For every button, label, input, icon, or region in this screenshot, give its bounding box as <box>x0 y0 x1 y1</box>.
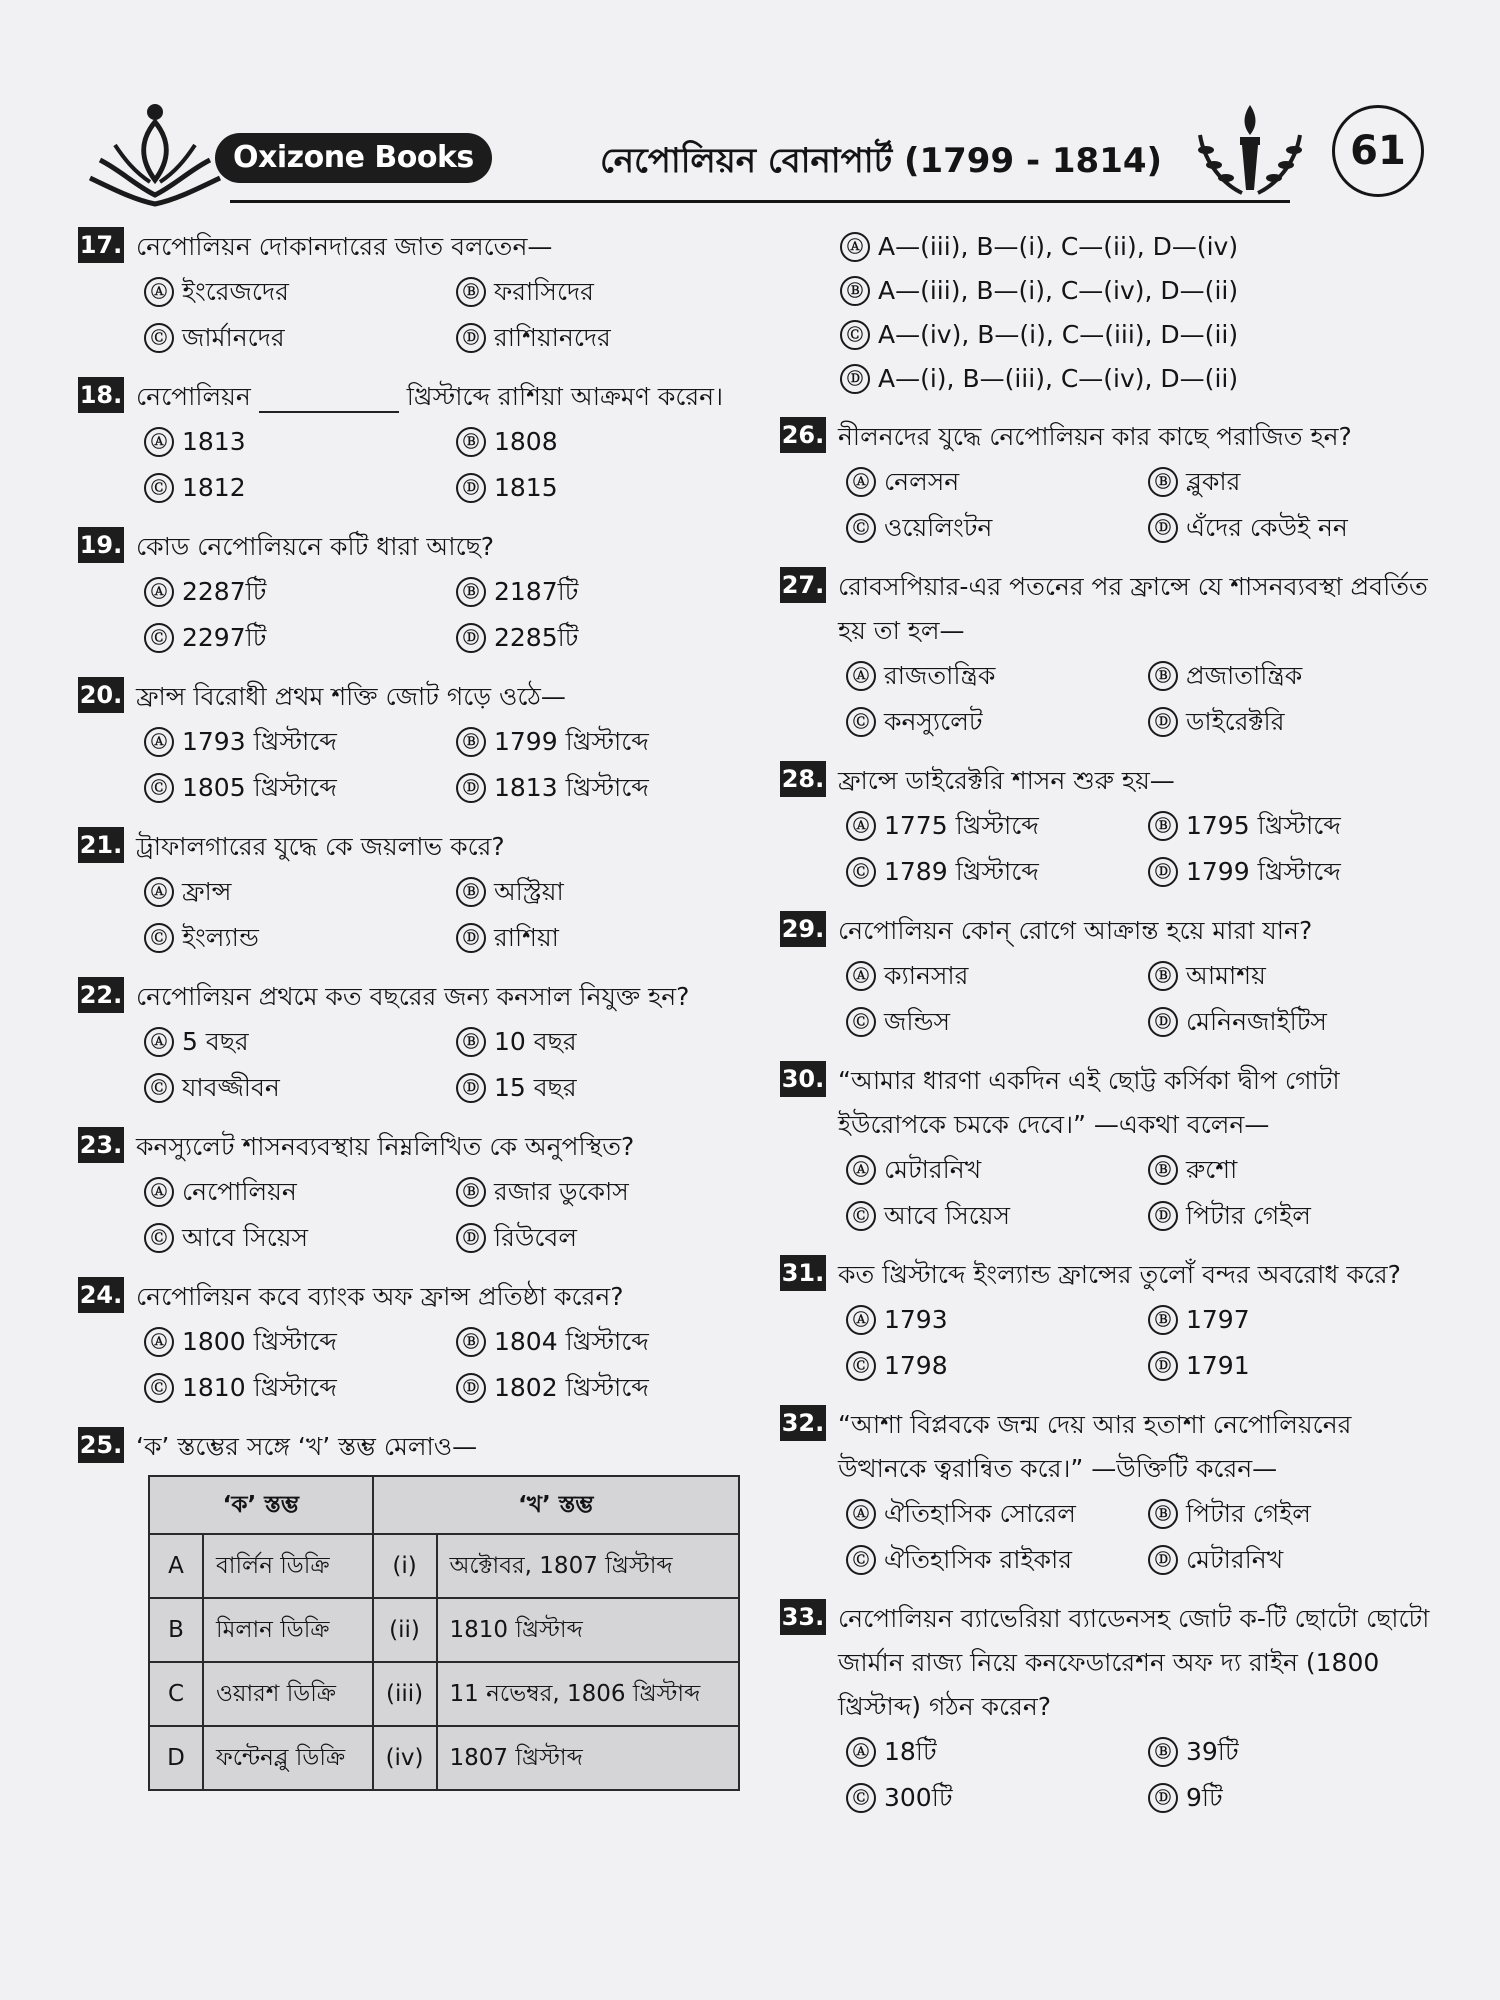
question-text: “আশা বিপ্লবকে জন্ম দেয় আর হতাশা নেপোলিয়নের উত্থানকে ত্বরান্বিত করে।” —উক্তিটি করেন— <box>838 1410 1352 1483</box>
right-column <box>780 225 1440 1835</box>
option-marker: Ⓑ <box>1148 1155 1178 1185</box>
fill-blank <box>259 383 399 413</box>
option-marker: Ⓒ <box>144 473 174 503</box>
option-b[interactable] <box>456 1169 758 1215</box>
option-marker: Ⓐ <box>144 1027 174 1057</box>
option-marker: Ⓓ <box>1148 1545 1178 1575</box>
question-number: 30. <box>780 1061 826 1097</box>
option-d[interactable] <box>456 465 758 511</box>
option-d[interactable] <box>456 1215 758 1261</box>
question-number: 21. <box>78 827 124 863</box>
option-text: 1808 <box>494 427 558 456</box>
question-text: ট্রাফালগারের যুদ্ধে কে জয়লাভ করে? <box>136 832 505 861</box>
question-text: নেপোলিয়ন দোকানদারের জাত বলতেন— <box>136 232 553 261</box>
option-marker: Ⓑ <box>840 276 870 306</box>
option-text: ডাইরেক্টরি <box>1186 707 1285 736</box>
question-number: 20. <box>78 677 124 713</box>
option-text: জন্ডিস <box>884 1007 950 1036</box>
option-a[interactable] <box>144 1019 446 1065</box>
option-b[interactable] <box>456 569 758 615</box>
question-20 <box>78 675 758 811</box>
question-text: নেপোলিয়ন ব্যাভেরিয়া ব্যাডেনসহ জোট ক-টি ছোটো ছোটো জার্মান রাজ্য নিয়ে কনফেডারেশন অফ দ্য রাইন (1800 খ্রিস্টাব্দ) গঠন করেন? <box>838 1604 1430 1721</box>
left-column <box>78 225 758 1805</box>
option-a[interactable] <box>144 869 446 915</box>
option-text: 1798 <box>884 1351 948 1380</box>
question-19 <box>78 525 758 661</box>
table-row <box>149 1598 739 1662</box>
option-a[interactable] <box>144 269 446 315</box>
option-c[interactable] <box>846 849 1138 895</box>
table-header-row <box>149 1476 739 1534</box>
option-marker: Ⓑ <box>456 727 486 757</box>
question-number: 25. <box>78 1427 124 1463</box>
option-text: প্রজাতান্ত্রিক <box>1186 661 1303 690</box>
question-29 <box>780 909 1440 1045</box>
option-marker: Ⓑ <box>1148 1737 1178 1767</box>
table-cell: অক্টোবর, 1807 খ্রিস্টাব্দ <box>437 1534 739 1598</box>
question-18 <box>78 375 758 511</box>
torch-laurel-icon <box>1180 95 1320 205</box>
option-text: 9টি <box>1186 1783 1223 1812</box>
question-27 <box>780 565 1440 745</box>
option-marker: Ⓒ <box>846 513 876 543</box>
option-marker: Ⓐ <box>144 1177 174 1207</box>
option-text: 18টি <box>884 1737 937 1766</box>
option-marker: Ⓐ <box>840 232 870 262</box>
option-c[interactable] <box>144 1065 446 1111</box>
option-marker: Ⓓ <box>1148 707 1178 737</box>
question-text <box>136 375 758 419</box>
table-row <box>149 1534 739 1598</box>
table-cell: B <box>149 1598 203 1662</box>
option-d[interactable] <box>1148 1775 1440 1821</box>
table-row <box>149 1662 739 1726</box>
option-marker: Ⓒ <box>840 320 870 350</box>
option-text: 1810 খ্রিস্টাব্দে <box>182 1373 337 1402</box>
option-marker: Ⓒ <box>144 623 174 653</box>
option-text: A—(i), B—(iii), C—(iv), D—(ii) <box>878 364 1239 393</box>
option-text: ওয়েলিংটন <box>884 513 993 542</box>
question-text: কোড নেপোলিয়নে কটি ধারা আছে? <box>136 532 495 561</box>
option-marker: Ⓑ <box>1148 1305 1178 1335</box>
question-17 <box>78 225 758 361</box>
option-marker: Ⓐ <box>846 961 876 991</box>
option-c[interactable] <box>846 1193 1138 1239</box>
option-text: ফ্রান্স <box>182 877 232 906</box>
option-a[interactable] <box>144 1169 446 1215</box>
option-text: রিউবেল <box>494 1223 577 1252</box>
question-31 <box>780 1253 1440 1389</box>
option-b[interactable] <box>1148 1147 1440 1193</box>
option-marker: Ⓑ <box>456 1177 486 1207</box>
option-marker: Ⓓ <box>1148 857 1178 887</box>
option-marker: Ⓓ <box>456 323 486 353</box>
option-text: রজার ডুকোস <box>494 1177 629 1206</box>
option-a[interactable] <box>144 569 446 615</box>
option-a[interactable] <box>144 419 446 465</box>
option-marker: Ⓐ <box>144 577 174 607</box>
question-number: 32. <box>780 1405 826 1441</box>
option-marker: Ⓐ <box>846 811 876 841</box>
option-b[interactable] <box>840 269 1440 313</box>
option-b[interactable] <box>1148 803 1440 849</box>
question-26 <box>780 415 1440 551</box>
question-22 <box>78 975 758 1111</box>
option-text: যাবজ্জীবন <box>182 1073 280 1102</box>
option-text: 1793 খ্রিস্টাব্দে <box>182 727 337 756</box>
question-text: ‘ক’ স্তম্ভের সঙ্গে ‘খ’ স্তম্ভ মেলাও— <box>136 1432 478 1461</box>
option-text: 1812 <box>182 473 246 502</box>
option-c[interactable] <box>846 1343 1138 1389</box>
option-a[interactable] <box>846 653 1138 699</box>
question-23 <box>78 1125 758 1261</box>
option-a[interactable] <box>840 225 1440 269</box>
question-21 <box>78 825 758 961</box>
option-c[interactable] <box>144 615 446 661</box>
question-text: রোবসপিয়ার-এর পতনের পর ফ্রান্সে যে শাসনব্যবস্থা প্রবর্তিত হয় তা হল— <box>838 572 1428 645</box>
question-text: ফ্রান্সে ডাইরেক্টরি শাসন শুরু হয়— <box>838 766 1175 795</box>
option-text: 39টি <box>1186 1737 1239 1766</box>
option-b[interactable] <box>1148 1297 1440 1343</box>
option-c[interactable] <box>846 1537 1138 1583</box>
option-a[interactable] <box>144 1319 446 1365</box>
option-text: মেনিনজাইটিস <box>1186 1007 1327 1036</box>
question-number: 27. <box>780 567 826 603</box>
option-marker: Ⓓ <box>1148 1201 1178 1231</box>
option-b[interactable] <box>1148 459 1440 505</box>
option-text: ঐতিহাসিক রাইকার <box>884 1545 1072 1574</box>
option-c[interactable] <box>144 765 446 811</box>
option-text: 300টি <box>884 1783 953 1812</box>
option-text: 1797 <box>1186 1305 1250 1334</box>
option-a[interactable] <box>846 1297 1138 1343</box>
option-text: এঁদের কেউই নন <box>1186 513 1348 542</box>
question-text: ফ্রান্স বিরোধী প্রথম শক্তি জোট গড়ে ওঠে— <box>136 682 566 711</box>
table-cell: 1807 খ্রিস্টাব্দ <box>437 1726 739 1790</box>
option-marker: Ⓒ <box>846 707 876 737</box>
option-text: ঐতিহাসিক সোরেল <box>884 1499 1076 1528</box>
option-c[interactable] <box>144 915 446 961</box>
option-text: অস্ট্রিয়া <box>494 877 564 906</box>
option-marker: Ⓒ <box>846 1351 876 1381</box>
option-text: 1813 খ্রিস্টাব্দে <box>494 773 649 802</box>
option-a[interactable] <box>846 1491 1138 1537</box>
question-number: 22. <box>78 977 124 1013</box>
table-cell: ওয়ারশ ডিক্রি <box>203 1662 373 1726</box>
question-33 <box>780 1597 1440 1821</box>
option-marker: Ⓐ <box>846 661 876 691</box>
table-cell: D <box>149 1726 203 1790</box>
option-text: 15 বছর <box>494 1073 577 1102</box>
option-b[interactable] <box>456 719 758 765</box>
option-a[interactable] <box>846 1729 1138 1775</box>
question-number: 33. <box>780 1599 826 1635</box>
option-d[interactable] <box>456 1365 758 1411</box>
option-marker: Ⓒ <box>846 1201 876 1231</box>
option-a[interactable] <box>846 803 1138 849</box>
option-text: কনস্যুলেট <box>884 707 983 736</box>
header-divider <box>230 200 1290 203</box>
lotus-logo-icon <box>80 100 230 210</box>
option-d[interactable] <box>456 1065 758 1111</box>
question-number: 28. <box>780 761 826 797</box>
option-text: 1789 খ্রিস্টাব্দে <box>884 857 1039 886</box>
option-text: A—(iv), B—(i), C—(iii), D—(ii) <box>878 320 1239 349</box>
table-header: ‘ক’ স্তম্ভ <box>149 1476 373 1534</box>
question-24 <box>78 1275 758 1411</box>
option-marker: Ⓑ <box>1148 961 1178 991</box>
option-text: 2285টি <box>494 623 579 652</box>
table-cell: C <box>149 1662 203 1726</box>
option-d[interactable] <box>456 765 758 811</box>
option-b[interactable] <box>1148 653 1440 699</box>
option-marker: Ⓓ <box>1148 1783 1178 1813</box>
page-number: 61 <box>1332 105 1424 197</box>
option-a[interactable] <box>144 719 446 765</box>
option-marker: Ⓐ <box>846 1499 876 1529</box>
option-text: 1799 খ্রিস্টাব্দে <box>494 727 649 756</box>
option-marker: Ⓐ <box>846 1737 876 1767</box>
option-d[interactable] <box>1148 1343 1440 1389</box>
question-text-part: নেপোলিয়ন <box>136 382 251 411</box>
option-b[interactable] <box>1148 1729 1440 1775</box>
option-marker: Ⓐ <box>144 427 174 457</box>
question-text: কত খ্রিস্টাব্দে ইংল্যান্ড ফ্রান্সের তুলোঁ বন্দর অবরোধ করে? <box>838 1260 1401 1289</box>
option-d[interactable] <box>840 357 1440 401</box>
option-marker: Ⓐ <box>144 277 174 307</box>
option-b[interactable] <box>1148 1491 1440 1537</box>
option-text: রাশিয়ানদের <box>494 323 611 352</box>
brand-badge: Oxizone Books <box>215 133 492 183</box>
option-marker: Ⓓ <box>456 1223 486 1253</box>
option-text: মেটারনিখ <box>884 1155 982 1184</box>
option-text: 5 বছর <box>182 1027 249 1056</box>
option-a[interactable] <box>846 1147 1138 1193</box>
table-header: ‘খ’ স্তম্ভ <box>373 1476 739 1534</box>
option-text: 1815 <box>494 473 558 502</box>
question-28 <box>780 759 1440 895</box>
option-d[interactable] <box>1148 505 1440 551</box>
option-marker: Ⓒ <box>846 857 876 887</box>
question-number: 19. <box>78 527 124 563</box>
option-text: আমাশয় <box>1186 961 1266 990</box>
option-c[interactable] <box>846 699 1138 745</box>
option-marker: Ⓒ <box>144 773 174 803</box>
table-cell: ফন্টেনব্লু ডিক্রি <box>203 1726 373 1790</box>
question-text: নীলনদের যুদ্ধে নেপোলিয়ন কার কাছে পরাজিত হন? <box>838 422 1352 451</box>
option-text: রাশিয়া <box>494 923 559 952</box>
option-marker: Ⓒ <box>846 1783 876 1813</box>
option-b[interactable] <box>456 269 758 315</box>
option-marker: Ⓓ <box>456 773 486 803</box>
question-number: 31. <box>780 1255 826 1291</box>
option-text: আবে সিয়েস <box>884 1201 1011 1230</box>
option-text: 2287টি <box>182 577 267 606</box>
option-marker: Ⓓ <box>456 1373 486 1403</box>
option-marker: Ⓓ <box>456 473 486 503</box>
option-c[interactable] <box>846 999 1138 1045</box>
question-number: 26. <box>780 417 826 453</box>
match-table <box>148 1475 740 1791</box>
option-marker: Ⓑ <box>456 1027 486 1057</box>
table-cell: 1810 খ্রিস্টাব্দ <box>437 1598 739 1662</box>
option-marker: Ⓐ <box>144 1327 174 1357</box>
option-marker: Ⓐ <box>144 877 174 907</box>
option-marker: Ⓒ <box>144 323 174 353</box>
option-text: ব্লুকার <box>1186 467 1241 496</box>
table-cell: (ii) <box>373 1598 437 1662</box>
option-marker: Ⓓ <box>456 923 486 953</box>
option-text: 1799 খ্রিস্টাব্দে <box>1186 857 1341 886</box>
option-marker: Ⓒ <box>144 1223 174 1253</box>
question-number: 23. <box>78 1127 124 1163</box>
option-text: 1775 খ্রিস্টাব্দে <box>884 811 1039 840</box>
question-number: 18. <box>78 377 124 413</box>
question-number: 24. <box>78 1277 124 1313</box>
option-a[interactable] <box>846 459 1138 505</box>
option-d[interactable] <box>456 315 758 361</box>
option-marker: Ⓒ <box>144 1373 174 1403</box>
option-d[interactable] <box>1148 1537 1440 1583</box>
question-25-options <box>780 225 1440 401</box>
option-marker: Ⓓ <box>1148 1351 1178 1381</box>
option-marker: Ⓓ <box>1148 1007 1178 1037</box>
question-text-part: খ্রিস্টাব্দে রাশিয়া আক্রমণ করেন। <box>406 382 724 411</box>
table-cell: (i) <box>373 1534 437 1598</box>
option-d[interactable] <box>1148 849 1440 895</box>
option-c[interactable] <box>144 315 446 361</box>
option-marker: Ⓓ <box>1148 513 1178 543</box>
page-header <box>70 95 1450 205</box>
option-text: 1802 খ্রিস্টাব্দে <box>494 1373 649 1402</box>
option-text: ফরাসিদের <box>494 277 594 306</box>
option-text: 1805 খ্রিস্টাব্দে <box>182 773 337 802</box>
option-d[interactable] <box>456 615 758 661</box>
option-c[interactable] <box>846 505 1138 551</box>
option-text: 1791 <box>1186 1351 1250 1380</box>
option-d[interactable] <box>1148 699 1440 745</box>
table-cell: (iv) <box>373 1726 437 1790</box>
table-cell: A <box>149 1534 203 1598</box>
table-row <box>149 1726 739 1790</box>
option-text: A—(iii), B—(i), C—(ii), D—(iv) <box>878 232 1239 261</box>
option-text: রাজতান্ত্রিক <box>884 661 996 690</box>
option-text: জার্মানদের <box>182 323 285 352</box>
option-a[interactable] <box>846 953 1138 999</box>
option-b[interactable] <box>1148 953 1440 999</box>
option-text: পিটার গেইল <box>1186 1201 1311 1230</box>
option-marker: Ⓑ <box>1148 1499 1178 1529</box>
question-32 <box>780 1403 1440 1583</box>
option-marker: Ⓓ <box>456 623 486 653</box>
option-marker: Ⓑ <box>1148 811 1178 841</box>
option-text: মেটারনিখ <box>1186 1545 1284 1574</box>
option-marker: Ⓒ <box>846 1007 876 1037</box>
chapter-title: নেপোলিয়ন বোনাপার্ট (1799 - 1814) <box>600 141 1163 181</box>
option-text: রুশো <box>1186 1155 1238 1184</box>
option-marker: Ⓒ <box>144 1073 174 1103</box>
option-marker: Ⓑ <box>456 427 486 457</box>
option-d[interactable] <box>1148 999 1440 1045</box>
option-marker: Ⓐ <box>846 467 876 497</box>
option-marker: Ⓑ <box>1148 467 1178 497</box>
question-30 <box>780 1059 1440 1239</box>
option-text: 1813 <box>182 427 246 456</box>
question-text: “আমার ধারণা একদিন এই ছোট্ট কর্সিকা দ্বীপ গোটা ইউরোপকে চমকে দেবে।” —একথা বলেন— <box>838 1066 1340 1139</box>
option-marker: Ⓒ <box>144 923 174 953</box>
option-marker: Ⓐ <box>144 727 174 757</box>
option-d[interactable] <box>456 915 758 961</box>
option-d[interactable] <box>1148 1193 1440 1239</box>
option-marker: Ⓐ <box>846 1155 876 1185</box>
option-marker: Ⓓ <box>840 364 870 394</box>
option-c[interactable] <box>144 1215 446 1261</box>
option-marker: Ⓐ <box>846 1305 876 1335</box>
option-text: আবে সিয়েস <box>182 1223 309 1252</box>
option-b[interactable] <box>456 1319 758 1365</box>
option-text: নেপোলিয়ন <box>182 1177 297 1206</box>
table-cell: মিলান ডিক্রি <box>203 1598 373 1662</box>
option-marker: Ⓑ <box>456 1327 486 1357</box>
option-marker: Ⓓ <box>456 1073 486 1103</box>
question-text: নেপোলিয়ন প্রথমে কত বছরের জন্য কনসাল নিযুক্ত হন? <box>136 982 690 1011</box>
option-text: A—(iii), B—(i), C—(iv), D—(ii) <box>878 276 1239 305</box>
option-text: 1804 খ্রিস্টাব্দে <box>494 1327 649 1356</box>
question-text: কনস্যুলেট শাসনব্যবস্থায় নিম্নলিখিত কে অনুপস্থিত? <box>136 1132 635 1161</box>
option-text: ইংরেজদের <box>182 277 289 306</box>
option-text: পিটার গেইল <box>1186 1499 1311 1528</box>
option-b[interactable] <box>456 419 758 465</box>
option-marker: Ⓑ <box>456 277 486 307</box>
question-25 <box>78 1425 758 1791</box>
option-c[interactable] <box>144 465 446 511</box>
option-c[interactable] <box>144 1365 446 1411</box>
option-marker: Ⓒ <box>846 1545 876 1575</box>
question-text: নেপোলিয়ন কবে ব্যাংক অফ ফ্রান্স প্রতিষ্ঠা করেন? <box>136 1282 624 1311</box>
option-b[interactable] <box>456 1019 758 1065</box>
option-text: 2297টি <box>182 623 267 652</box>
option-marker: Ⓑ <box>1148 661 1178 691</box>
question-number: 29. <box>780 911 826 947</box>
option-text: 2187টি <box>494 577 579 606</box>
option-marker: Ⓑ <box>456 877 486 907</box>
question-text: নেপোলিয়ন কোন্ রোগে আক্রান্ত হয়ে মারা যান? <box>838 916 1313 945</box>
option-text: 1795 খ্রিস্টাব্দে <box>1186 811 1341 840</box>
option-b[interactable] <box>456 869 758 915</box>
option-text: 1800 খ্রিস্টাব্দে <box>182 1327 337 1356</box>
option-text: ইংল্যান্ড <box>182 923 259 952</box>
option-c[interactable] <box>846 1775 1138 1821</box>
table-cell: 11 নভেম্বর, 1806 খ্রিস্টাব্দ <box>437 1662 739 1726</box>
table-cell: (iii) <box>373 1662 437 1726</box>
option-text: 1793 <box>884 1305 948 1334</box>
option-text: ক্যানসার <box>884 961 969 990</box>
option-c[interactable] <box>840 313 1440 357</box>
question-number: 17. <box>78 227 124 263</box>
option-marker: Ⓑ <box>456 577 486 607</box>
option-text: 10 বছর <box>494 1027 577 1056</box>
table-cell: বার্লিন ডিক্রি <box>203 1534 373 1598</box>
option-text: নেলসন <box>884 467 960 496</box>
